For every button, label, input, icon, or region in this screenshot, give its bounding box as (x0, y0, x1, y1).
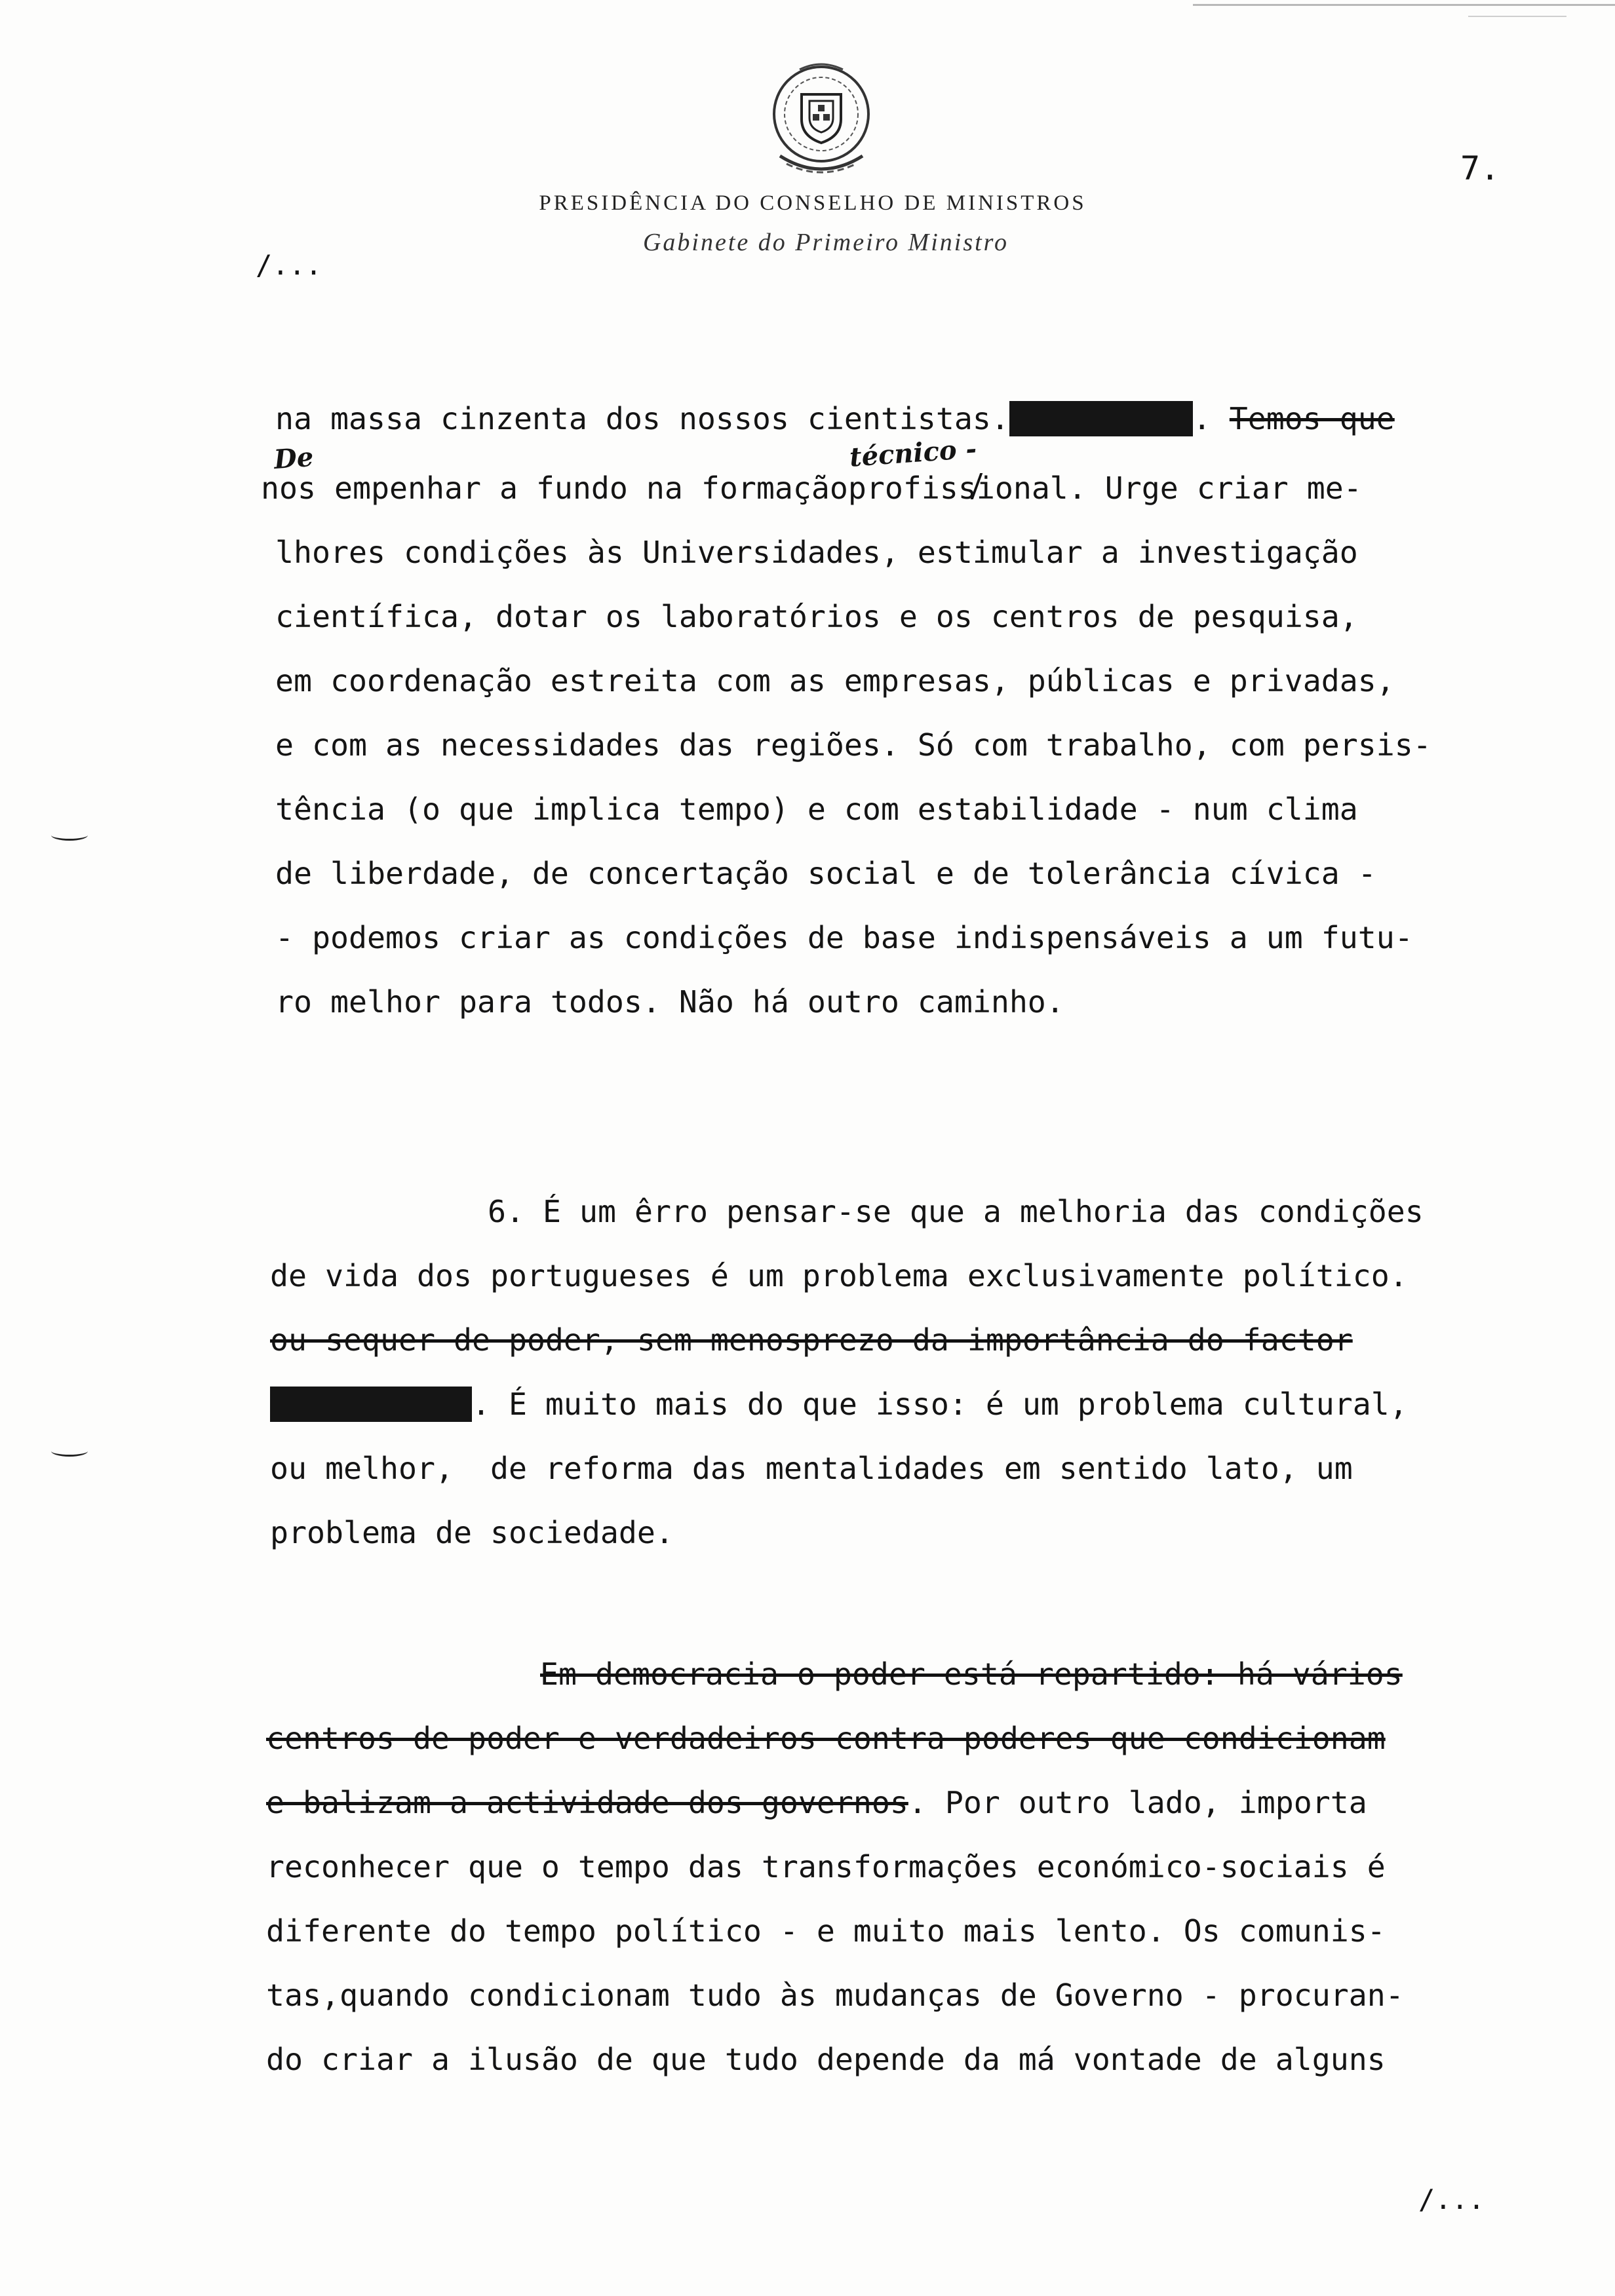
coat-of-arms-seal (760, 58, 882, 182)
struck-text (270, 1387, 472, 1422)
text-line: ou melhor, de reforma das mentalidades em sentido lato, um (270, 1451, 1353, 1486)
text-line: científica, dotar os laboratórios e os centros de pesquisa, (275, 599, 1358, 634)
text-line: lhores condições às Universidades, estimular a investigação (275, 535, 1358, 570)
margin-mark (51, 1445, 88, 1457)
text-line: tas,quando condicionam tudo às mudanças de Governo - procuran- (266, 1978, 1404, 2013)
text-line: de liberdade, de concertação social e de tolerância cívica - (275, 856, 1376, 891)
office-subheader: Gabinete do Primeiro Ministro (642, 229, 1009, 256)
handwritten-annotation-de: De (273, 441, 315, 476)
scan-edge-line (1193, 4, 1615, 6)
struck-line: ou sequer de poder, sem menosprezo da importância do factor (270, 1322, 1353, 1358)
office-header: PRESIDÊNCIA DO CONSELHO DE MINISTROS (539, 191, 1087, 215)
continuation-mark-bottom: /... (1418, 2183, 1485, 2215)
struck-line: centros de poder e verdadeiros contra poderes que condicionam (266, 1721, 1386, 1756)
struck-text: e balizam a actividade dos governos (266, 1785, 908, 1820)
text-line: problema de sociedade. (270, 1515, 674, 1550)
text-line: tência (o que implica tempo) e com estabilidade - num clima (275, 792, 1358, 827)
struck-text (1009, 401, 1193, 436)
page-number: 7. (1460, 149, 1500, 187)
text-line: nos empenhar a fundo na formaçãoprofissional. Urge criar me- (261, 470, 1362, 506)
text-line: . É muito mais do que isso: é um problema cultural, (270, 1389, 1408, 1420)
text-line: na massa cinzenta dos nossos cientistas. . Temos que (275, 401, 1395, 436)
handwritten-annotation-tecnico: técnico - (848, 433, 978, 473)
text-line: 6. É um êrro pensar-se que a melhoria das condições (488, 1194, 1424, 1229)
text-line: e balizam a actividade dos governos. Por outro lado, importa (266, 1785, 1367, 1820)
text-line: de vida dos portugueses é um problema exclusivamente político. (270, 1258, 1408, 1293)
text-line: do criar a ilusão de que tudo depende da má vontade de alguns (266, 2042, 1386, 2077)
scan-edge-line (1468, 16, 1566, 17)
text-line: diferente do tempo político - e muito mais lento. Os comunis- (266, 1913, 1386, 1949)
margin-mark (51, 830, 88, 841)
text-line: - podemos criar as condições de base indispensáveis a um futu- (275, 920, 1413, 955)
text-line: em coordenação estreita com as empresas, públicas e privadas, (275, 663, 1395, 698)
struck-line: Em democracia o poder está repartido: há vários (540, 1656, 1403, 1692)
struck-text: Temos que (1229, 401, 1395, 436)
text-line: e com as necessidades das regiões. Só com trabalho, com persis- (275, 727, 1431, 763)
text-line: reconhecer que o tempo das transformações económico-sociais é (266, 1849, 1386, 1885)
text-line: ro melhor para todos. Não há outro caminho. (275, 984, 1064, 1020)
continuation-mark-top: /... (256, 249, 322, 281)
